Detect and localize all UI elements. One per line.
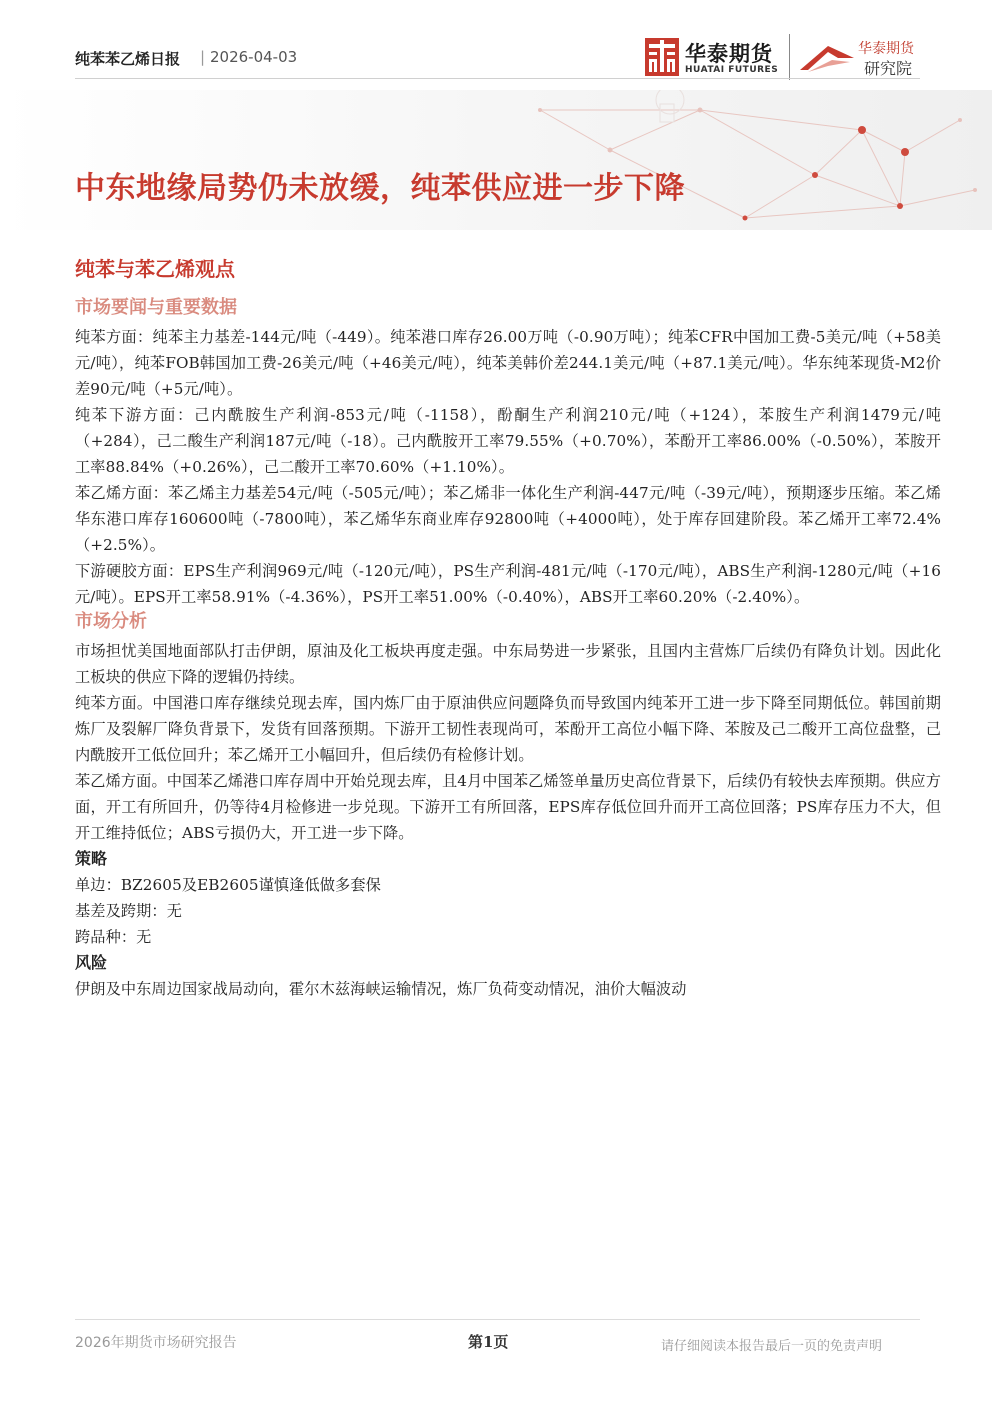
institute-logo-icon bbox=[798, 40, 856, 74]
logo-chinese-name: 华泰期货 bbox=[685, 42, 773, 66]
risk-line: 伊朗及中东周边国家战局动向，霍尔木兹海峡运输情况，炼厂负荷变动情况，油价大幅波动 bbox=[75, 980, 687, 998]
footer-report-label: 2026年期货市场研究报告 bbox=[75, 1335, 237, 1351]
institute-bottom-label: 研究院 bbox=[864, 59, 913, 78]
strategy-line: 单边：BZ2605及EB2605谨慎逢低做多套保 bbox=[75, 876, 381, 894]
strategy-line: 基差及跨期：无 bbox=[75, 902, 183, 920]
report-name: 纯苯苯乙烯日报 bbox=[75, 50, 181, 68]
institute-top-label: 华泰期货 bbox=[858, 41, 914, 57]
banner-network-graphic bbox=[0, 90, 992, 230]
analysis-paragraph: 苯乙烯方面。中国苯乙烯港口库存周中开始兑现去库，且4月中国苯乙烯签单量历史高位背景下，后续仍有较快去库预期。供应方面，开工有所回升，仍等待4月检修进一步兑现。下游开工有所回落，EPS库存低位回升而开工高位回落；PS库存压力不大，但开工维持低位；ABS亏损仍大，开工进一步下降。 bbox=[75, 772, 941, 842]
strategy-heading: 策略 bbox=[75, 849, 108, 868]
report-date: 2026-04-03 bbox=[210, 48, 298, 66]
strategy-line: 跨品种：无 bbox=[75, 928, 152, 946]
footer-rule bbox=[75, 1319, 920, 1320]
section-title: 纯苯与苯乙烯观点 bbox=[75, 257, 235, 281]
news-paragraph: 纯苯方面：纯苯主力基差-144元/吨（-449）。纯苯港口库存26.00万吨（-0.90万吨）；纯苯CFR中国加工费-5美元/吨（+58美元/吨），纯苯FOB韩国加工费-26美元/吨（+46美元/吨），纯苯美韩价差244.1美元/吨（+87.1美元/吨）。华东纯苯现货-M2价差90元/吨（+5元/吨）。 bbox=[75, 328, 941, 398]
risk-heading: 风险 bbox=[75, 953, 108, 972]
analysis-paragraph: 市场担忧美国地面部队打击伊朗，原油及化工板块再度走强。中东局势进一步紧张，且国内主营炼厂后续仍有降负计划。因此化工板块的供应下降的逻辑仍持续。 bbox=[75, 642, 941, 686]
news-paragraph: 下游硬胶方面：EPS生产利润969元/吨（-120元/吨），PS生产利润-481元/吨（-170元/吨），ABS生产利润-1280元/吨（+16元/吨）。EPS开工率58.91%（-4.36%），PS开工率51.00%（-0.40%），ABS开工率60.20%（-2.40%）。 bbox=[75, 562, 941, 606]
logo-english-name: HUATAI FUTURES bbox=[685, 65, 779, 75]
main-title: 中东地缘局势仍未放缓，纯苯供应进一步下降 bbox=[75, 171, 685, 206]
analysis-paragraph: 纯苯方面。中国港口库存继续兑现去库，国内炼厂由于原油供应问题降负而导致国内纯苯开工进一步下降至同期低位。韩国前期炼厂及裂解厂降负背景下，发货有回落预期。下游开工韧性表现尚可，苯酚开工高位小幅下降、苯胺及己二酸开工高位盘整，己内酰胺开工低位回升；苯乙烯开工小幅回升，但后续仍有检修计划。 bbox=[75, 694, 941, 764]
news-heading: 市场要闻与重要数据 bbox=[75, 297, 237, 318]
title-banner bbox=[0, 90, 992, 230]
news-paragraph: 苯乙烯方面：苯乙烯主力基差54元/吨（-505元/吨）；苯乙烯非一体化生产利润-447元/吨（-39元/吨），预期逐步压缩。苯乙烯华东港口库存160600吨（-7800吨），苯乙烯华东商业库存92800吨（+4000吨），处于库存回建阶段。苯乙烯开工率72.4%（+2.5%）。 bbox=[75, 484, 941, 554]
huatai-logo-icon bbox=[645, 38, 679, 76]
logo-divider bbox=[789, 34, 790, 80]
news-paragraph: 纯苯下游方面：己内酰胺生产利润-853元/吨（-1158），酚酮生产利润210元/吨（+124），苯胺生产利润1479元/吨（+284），己二酸生产利润187元/吨（-18）。己内酰胺开工率79.55%（+0.70%），苯酚开工率86.00%（-0.50%），苯胺开工率88.84%（+0.26%），己二酸开工率70.60%（+1.10%）。 bbox=[75, 406, 941, 476]
header-separator: | bbox=[200, 48, 206, 66]
page-number: 第1页 bbox=[468, 1333, 509, 1351]
report-body bbox=[75, 256, 941, 1002]
header-rule bbox=[75, 78, 920, 79]
page-header bbox=[0, 0, 992, 90]
analysis-heading: 市场分析 bbox=[75, 611, 147, 632]
footer-disclaimer-note: 请仔细阅读本报告最后一页的免责声明 bbox=[661, 1339, 883, 1354]
